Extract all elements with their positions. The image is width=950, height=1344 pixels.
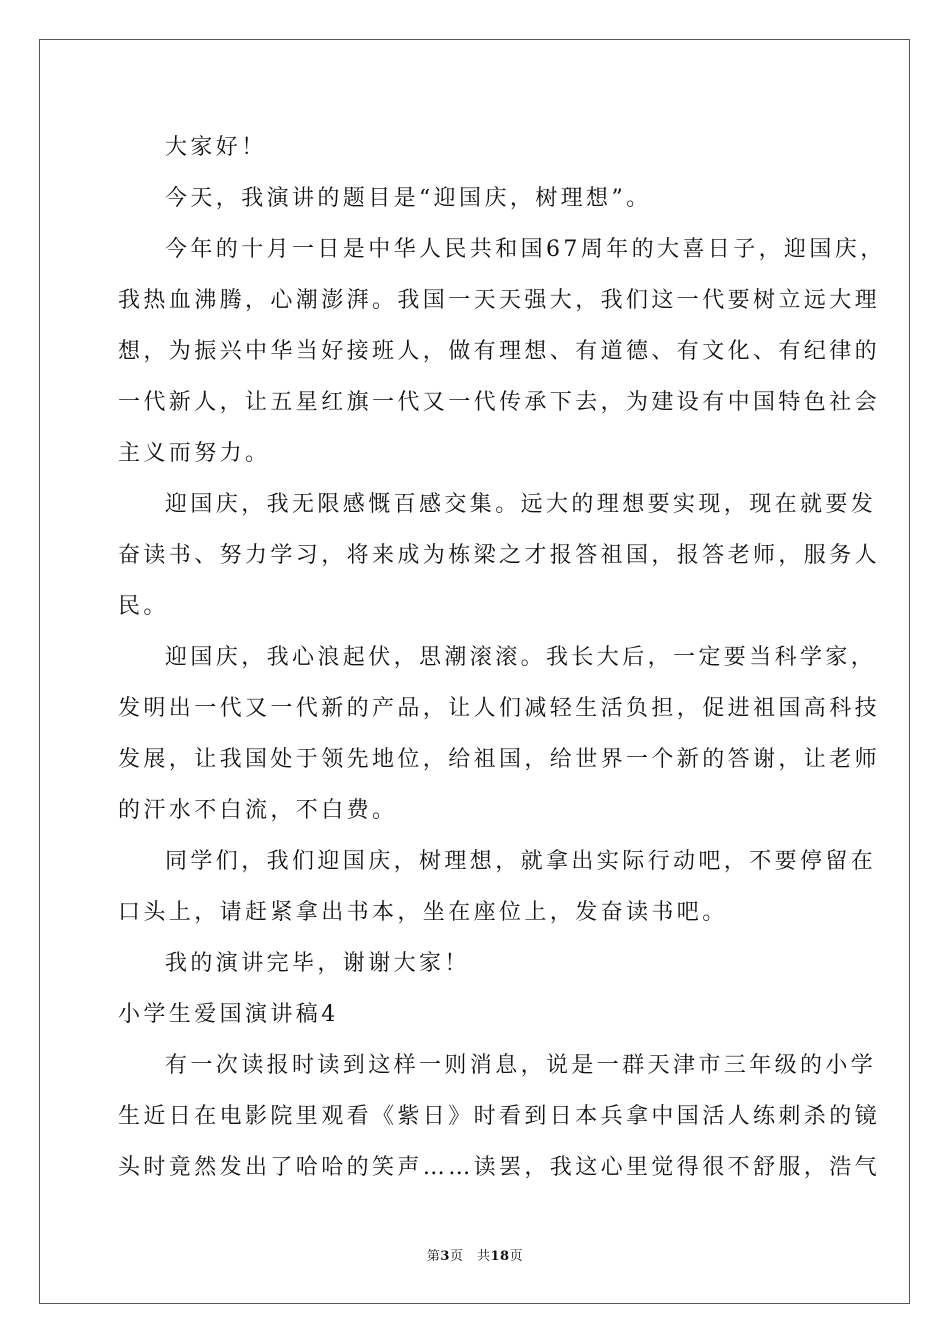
paragraph-closing: 我的演讲完毕，谢谢大家！ [165, 951, 470, 976]
paragraph-topic: 今天，我演讲的题目是“迎国庆，树理想”。 [165, 186, 652, 211]
page-footer [0, 1248, 950, 1266]
footer-mid: 页 共 [449, 1249, 491, 1264]
paragraph-line: 的汗水不白流，不白费。 [118, 798, 398, 823]
paragraph-line: 口头上，请赶紧拿出书本，坐在座位上，发奋读书吧。 [118, 900, 728, 925]
paragraph-line: 我热血沸腾，心潮澎湃。我国一天天强大，我们这一代要树立远大理 [118, 288, 881, 313]
paragraph-line: 同学们，我们迎国庆，树理想，就拿出实际行动吧，不要停留在 [165, 849, 877, 874]
paragraph-greeting: 大家好！ [165, 135, 267, 160]
paragraph-line: 今年的十月一日是中华人民共和国67周年的大喜日子，迎国庆， [165, 237, 886, 262]
paragraph-line: 发展，让我国处于领先地位，给祖国，给世界一个新的答谢，让老师 [118, 747, 881, 772]
paragraph-line: 想，为振兴中华当好接班人，做有理想、有道德、有文化、有纪律的 [118, 339, 881, 364]
footer-suffix: 页 [509, 1249, 524, 1264]
current-page-number: 3 [440, 1249, 450, 1264]
total-page-number: 18 [490, 1249, 510, 1264]
paragraph-line: 迎国庆，我心浪起伏，思潮滚滚。我长大后，一定要当科学家， [165, 645, 877, 670]
paragraph-line: 头时竟然发出了哈哈的笑声……读罢，我这心里觉得很不舒服，浩气 [118, 1155, 881, 1180]
paragraph-line: 民。 [118, 594, 169, 619]
paragraph-line: 一代新人，让五星红旗一代又一代传承下去，为建设有中国特色社会 [118, 390, 881, 415]
paragraph-line: 迎国庆，我无限感慨百感交集。远大的理想要实现，现在就要发 [165, 492, 877, 517]
paragraph-line: 生近日在电影院里观看《紫日》时看到日本兵拿中国活人练刺杀的镜 [118, 1104, 881, 1129]
footer-prefix: 第 [426, 1249, 441, 1264]
paragraph-line: 发明出一代又一代新的产品，让人们减轻生活负担，促进祖国高科技 [118, 696, 881, 721]
paragraph-line: 有一次读报时读到这样一则消息，说是一群天津市三年级的小学 [165, 1053, 877, 1078]
section-heading: 小学生爱国演讲稿4 [118, 1002, 339, 1027]
paragraph-line: 奋读书、努力学习，将来成为栋梁之才报答祖国，报答老师，服务人 [118, 543, 881, 568]
paragraph-line: 主义而努力。 [118, 441, 271, 466]
